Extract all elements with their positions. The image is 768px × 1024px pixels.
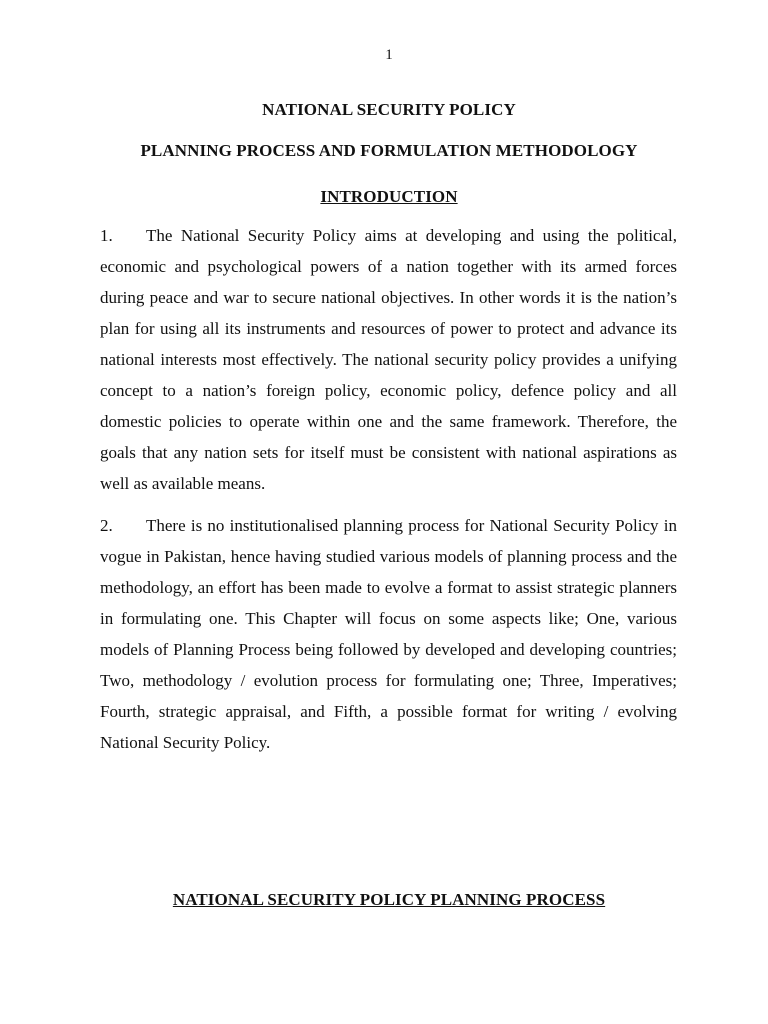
- paragraph-2-number: 2.: [100, 516, 113, 535]
- page-number: 1: [385, 47, 393, 63]
- paragraph-1-text: The National Security Policy aims at developing and using the political, economic and psychological powers of a nation together with its armed forces during peace and war to secure national objectives. In other words it is the nation’s plan for using all its instruments and resources of power to protect and advance its national interests most effectively. The national security policy provides a unifying concept to a nation’s foreign policy, economic policy, defence policy and all domestic policies to operate within one and the same framework. Therefore, the goals that any nation sets for itself must be consistent with national aspirations as well as available means.: [100, 226, 677, 493]
- document-title: NATIONAL SECURITY POLICY: [262, 100, 516, 119]
- document-subtitle: PLANNING PROCESS AND FORMULATION METHODOLOGY: [140, 141, 638, 160]
- paragraph-2: [100, 510, 677, 758]
- paragraph-1-number: 1.: [100, 226, 113, 245]
- paragraph-2-text: There is no institutionalised planning process for National Security Policy in vogue in Pakistan, hence having studied various models of planning process and the methodology, an effort has been made to evolve a format to assist strategic planners in formulating one. This Chapter will focus on some aspects like; One, various models of Planning Process being followed by developed and developing countries; Two, methodology / evolution process for formulating one; Three, Imperatives; Fourth, strategic appraisal, and Fifth, a possible format for writing / evolving National Security Policy.: [100, 516, 677, 752]
- introduction-heading: INTRODUCTION: [320, 187, 458, 206]
- section-heading: NATIONAL SECURITY POLICY PLANNING PROCESS: [172, 890, 606, 909]
- paragraph-1: [100, 220, 677, 499]
